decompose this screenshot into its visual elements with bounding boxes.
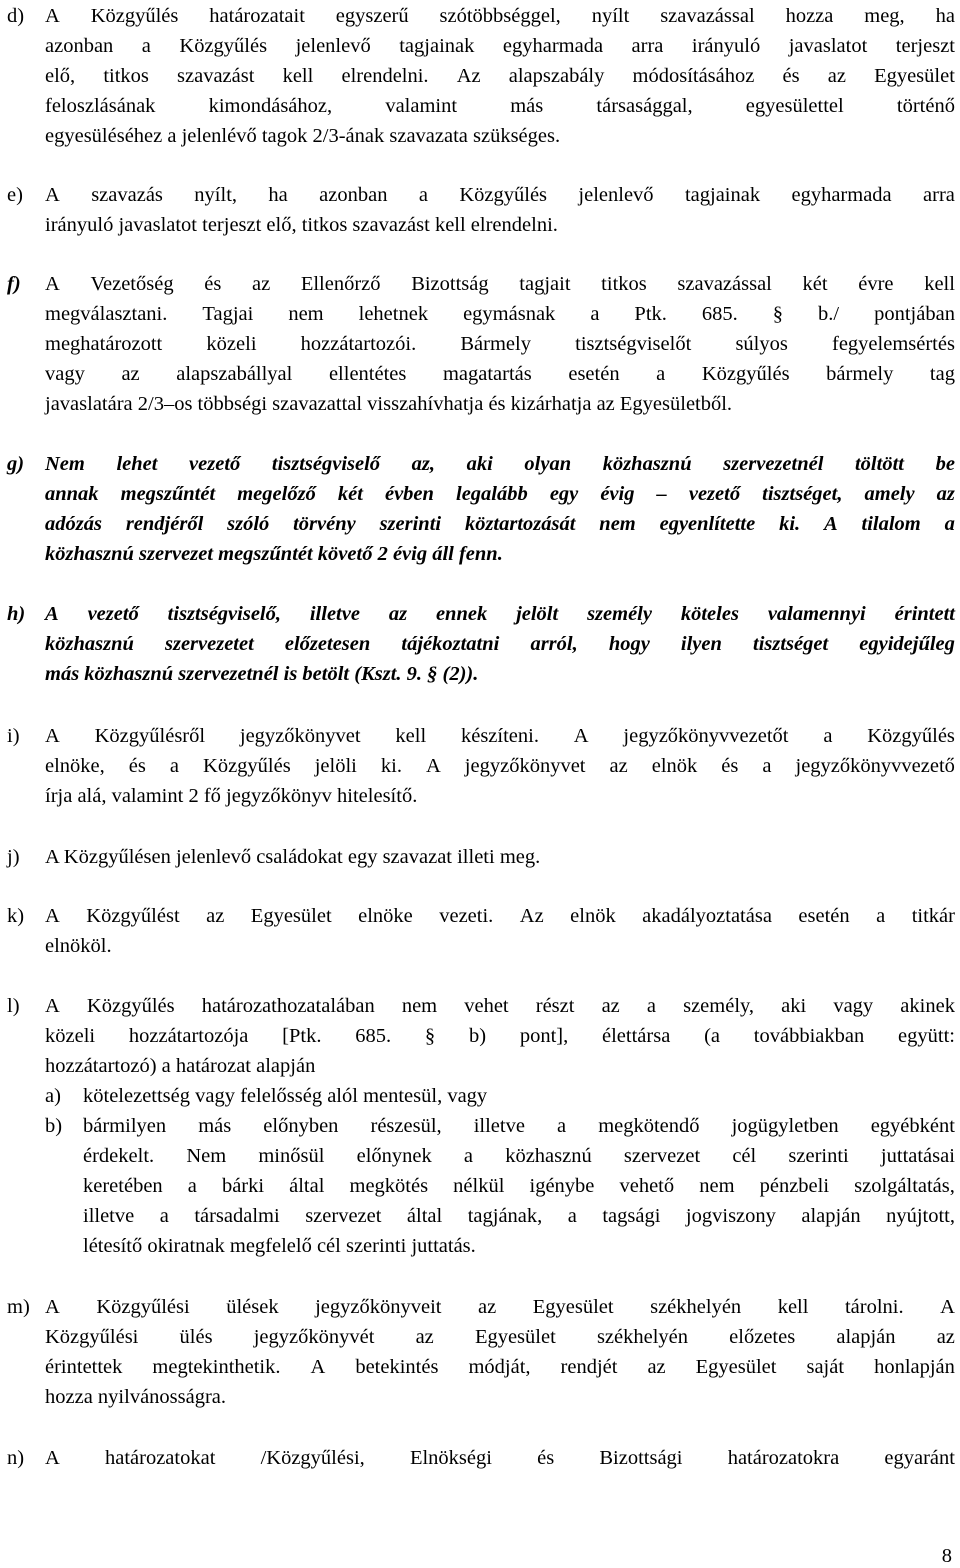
paragraph-line: közhasznú szervezetet előzetesen tájékoztatni arról, hogy ilyen tisztséget egyidejűleg [45,633,955,655]
paragraph-line: A Vezetőség és az Ellenőrző Bizottság tagjait titkos szavazással két évre kell [45,273,955,295]
paragraph-line: érintettek megtekinthetik. A betekintés módját, rendjét az Egyesület saját honlapján [45,1356,955,1378]
paragraph-line: A határozatokat /Közgyűlési, Elnökségi és Bizottsági határozatokra egyaránt [45,1447,955,1469]
paragraph-line: adózás rendjéről szóló törvény szerinti köztartozását nem egyenlítette ki. A tilalom a [45,513,955,535]
subitem-line: érdekelt. Nem minősül előnynek a közhasznú szervezet cél szerinti juttatásai [83,1145,955,1167]
paragraph-line: annak megszűntét megelőző két évben legalább egy évig – vezető tisztséget, amely az [45,483,955,505]
subitem-label: b) [45,1115,63,1137]
paragraph-e [7,183,955,243]
paragraph-d [7,0,955,147]
paragraph-line: javaslatára 2/3–os többségi szavazattal visszahívhatja és kizárhatja az Egyesületből. [45,393,733,415]
paragraph-line: irányuló javaslatot terjeszt elő, titkos szavazást kell elrendelni. [45,214,558,236]
paragraph-line: megválasztani. Tagjai nem lehetnek egymásnak a Ptk. 685. § b./ pontjában [45,303,955,325]
paragraph-n [7,1446,955,1476]
paragraph-line: A Közgyűlésen jelenlevő családokat egy szavazat illeti meg. [45,846,541,868]
paragraph-line: meghatározott közeli hozzátartozói. Bármely tisztségviselőt súlyos fegyelemsértés [45,333,955,355]
paragraph-i [7,724,955,814]
subitem-line: bármilyen más előnyben részesül, illetve a megkötendő jogügyletben egyébként [83,1115,955,1137]
paragraph-l [7,994,955,1264]
paragraph-label: h) [7,603,26,625]
paragraph-k [7,904,955,964]
paragraph-line: közhasznú szervezet megszűntét követő 2 évig áll fenn. [45,543,503,565]
paragraph-line: A vezető tisztségviselő, illetve az ennek jelölt személy köteles valamennyi érintett [45,603,955,625]
paragraph-g [7,452,955,572]
paragraph-h [7,602,955,692]
paragraph-line: elő, titkos szavazást kell elrendelni. Az alapszabály módosításához és az Egyesület [45,65,955,87]
paragraph-m [7,1295,955,1415]
paragraph-line: A Közgyűlésről jegyzőkönyvet kell készíteni. A jegyzőkönyvvezetőt a Közgyűlés [45,725,955,747]
paragraph-label: i) [7,725,20,747]
paragraph-f [7,272,955,422]
paragraph-label: e) [7,184,23,206]
paragraph-label: f) [7,273,21,295]
paragraph-line: A Közgyűlés határozatait egyszerű szótöbbséggel, nyílt szavazással hozza meg, ha [45,5,955,27]
subitem-line: létesítő okiratnak megfelelő cél szerinti juttatás. [83,1235,476,1257]
page-number: 8 [941,1545,952,1567]
paragraph-line: közeli hozzátartozója [Ptk. 685. § b) pont], élettársa (a továbbiakban együtt: [45,1025,955,1047]
paragraph-line: hozza nyilvánosságra. [45,1386,227,1408]
paragraph-label: j) [7,846,20,868]
paragraph-line: elnöke, és a Közgyűlés jelöli ki. A jegyzőkönyvet az elnök és a jegyzőkönyvvezető [45,755,955,777]
paragraph-line: hozzátartozó) a határozat alapján [45,1055,316,1077]
paragraph-line: Nem lehet vezető tisztségviselő az, aki olyan közhasznú szervezetnél töltött be [45,453,955,475]
paragraph-line: A Közgyűlési ülések jegyzőkönyveit az Egyesület székhelyén kell tárolni. A [45,1296,955,1318]
paragraph-line: feloszlásának kimondásához, valamint más társasággal, egyesülettel történő [45,95,955,117]
paragraph-line: írja alá, valamint 2 fő jegyzőkönyv hitelesítő. [45,785,418,807]
paragraph-label: m) [7,1296,30,1318]
subitem-line: illetve a társadalmi szervezet által tagjának, a tagsági jogviszony alapján nyújtott, [83,1205,955,1227]
paragraph-label: d) [7,5,25,27]
subitem-line: kötelezettség vagy felelősség alól mentesül, vagy [83,1085,488,1107]
paragraph-line: egyesüléséhez a jelenlévő tagok 2/3-ának szavazata szükséges. [45,125,561,147]
paragraph-line: A Közgyűlés határozathozatalában nem vehet részt az a személy, aki vagy akinek [45,995,955,1017]
paragraph-line: más közhasznú szervezetnél is betölt (Kszt. 9. § (2)). [45,663,479,685]
paragraph-j [7,845,955,875]
paragraph-line: A Közgyűlést az Egyesület elnöke vezeti. Az elnök akadályoztatása esetén a titkár [45,905,955,927]
paragraph-line: A szavazás nyílt, ha azonban a Közgyűlés jelenlevő tagjainak egyharmada arra [45,184,955,206]
paragraph-label: g) [7,453,25,475]
paragraph-line: azonban a Közgyűlés jelenlevő tagjainak egyharmada arra irányuló javaslatot terjeszt [45,35,955,57]
paragraph-line: vagy az alapszabállyal ellentétes magatartás esetén a Közgyűlés bármely tag [45,363,955,385]
subitem-label: a) [45,1085,61,1107]
paragraph-line: elnököl. [45,935,112,957]
paragraph-label: k) [7,905,25,927]
paragraph-label: n) [7,1447,25,1469]
paragraph-line: Közgyűlési ülés jegyzőkönyvét az Egyesület székhelyén előzetes alapján az [45,1326,955,1348]
subitem-line: keretében a bárki által megkötés nélkül igénybe vehető nem pénzbeli szolgáltatás, [83,1175,955,1197]
paragraph-label: l) [7,995,20,1017]
